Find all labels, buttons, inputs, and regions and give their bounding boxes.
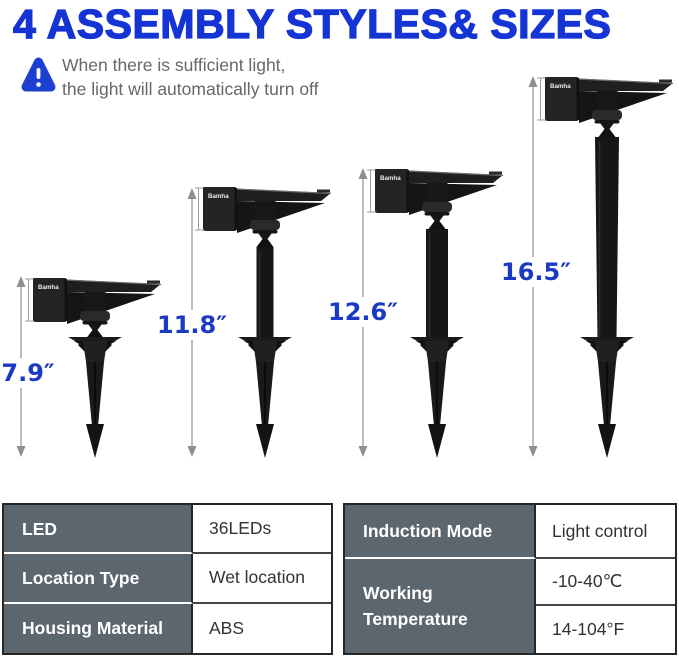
spec-table-right — [343, 503, 677, 655]
spec-label-induction-mode: Induction Mode — [345, 505, 536, 559]
spec-label-working-temperature: Working Temperature — [345, 559, 536, 653]
spec-value-housing-material: ABS — [193, 604, 331, 653]
spec-label-location-type: Location Type — [4, 554, 193, 603]
spec-value-led: 36LEDs — [193, 505, 331, 554]
spec-label-housing-material: Housing Material — [4, 604, 193, 653]
spec-value-temperature-fahrenheit: 14-104°F — [536, 606, 675, 653]
warning-line-1: When there is sufficient light, — [62, 55, 286, 75]
size-label-2: 11.8″ — [157, 311, 227, 339]
spec-table-left — [2, 503, 333, 655]
spec-label-led: LED — [4, 505, 193, 554]
extension-pole — [595, 137, 619, 339]
size-label-1: 7.9″ — [1, 359, 55, 387]
spec-value-induction-mode: Light control — [536, 505, 675, 559]
size-label-3: 12.6″ — [328, 298, 398, 326]
size-label-4: 16.5″ — [501, 258, 571, 286]
spec-value-temperature-celsius: -10-40℃ — [536, 559, 675, 606]
warning-line-2: the light will automatically turn off — [62, 78, 319, 99]
page-title: 4 ASSEMBLY STYLES& SIZES — [13, 1, 612, 47]
spec-value-location-type: Wet location — [193, 554, 331, 603]
